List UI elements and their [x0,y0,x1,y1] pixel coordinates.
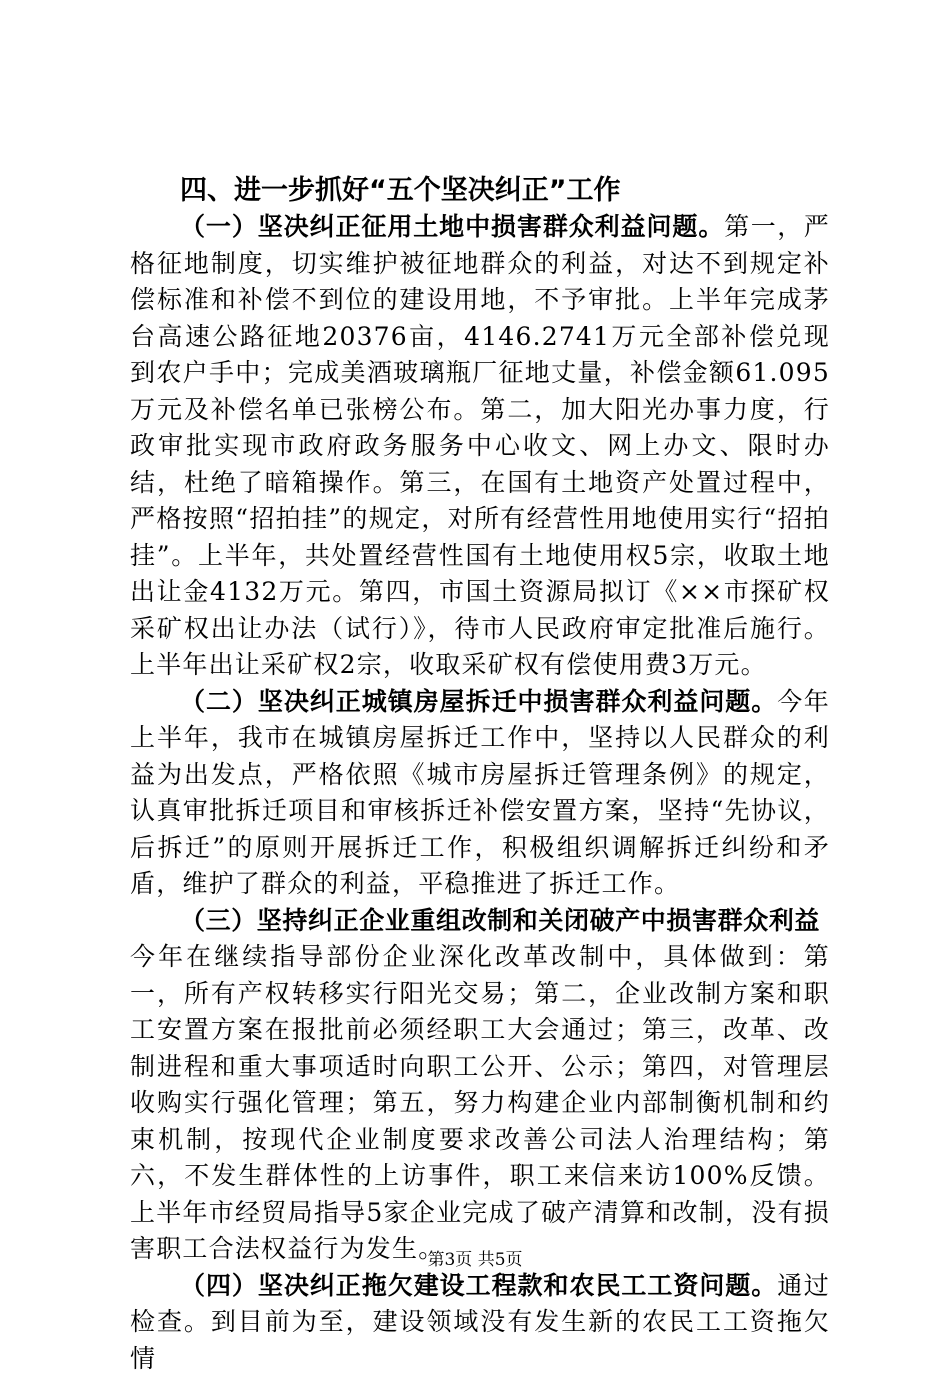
paragraph-body: 通过检查。到目前为至，建设领域没有发生新的农民工工资拖欠情 [130,1271,830,1373]
paragraph-body: 今年上半年，我市在城镇房屋拆迁工作中，坚持以人民群众的利益为出发点，严格依照《城市房屋拆迁管理条例》的规定，认真审批拆迁项目和审核拆迁补偿安置方案，坚持“先协议，后拆迁”的原则开展拆迁工作，积极组织调解拆迁纠纷和矛盾，维护了群众的利益，平稳推进了拆迁工作。 [130,687,830,899]
page-number-label: 第3页 共5页 [427,1250,522,1270]
paragraph-lead: （二）坚决纠正城镇房屋拆迁中损害群众利益问题。 [180,687,777,716]
paragraph-lead: （一）坚决纠正征用土地中损害群众利益问题。 [180,212,724,241]
document-body [130,172,830,1377]
paragraph-wage-arrears [130,1268,830,1377]
paragraph-land-acquisition [130,209,830,684]
section-heading: 四、进一步抓好“五个坚决纠正”工作 [130,172,830,209]
paragraph-housing-demolition [130,684,830,903]
paragraph-enterprise-restructuring [130,903,830,1268]
paragraph-body: 第一，严格征地制度，切实维护被征地群众的利益，对达不到规定补偿标准和补偿不到位的建设用地，不予审批。上半年完成茅台高速公路征地20376亩，4146.2741万元全部补偿兑现到农户手中；完成美酒玻璃瓶厂征地丈量，补偿金额61.095万元及补偿名单已张榜公布。第二，加大阳光办事力度，行政审批实现市政府政务服务中心收文、网上办文、限时办结，杜绝了暗箱操作。第三，在国有土地资产处置过程中，严格按照“招拍挂”的规定，对所有经营性用地使用实行“招拍挂”。上半年，共处置经营性国有土地使用权5宗，收取土地出让金4132万元。第四，市国土资源局拟订《××市探矿权采矿权出让办法（试行）》，待市人民政府审定批准后施行。上半年出让采矿权2宗，收取采矿权有偿使用费3万元。 [130,212,830,679]
paragraph-body: 今年在继续指导部份企业深化改革改制中，具体做到：第一，所有产权转移实行阳光交易；第二，企业改制方案和职工安置方案在报批前必须经职工大会通过；第三，改革、改制进程和重大事项适时向职工公开、公示；第四，对管理层收购实行强化管理；第五，努力构建企业内部制衡机制和约束机制，按现代企业制度要求改善公司法人治理结构；第六，不发生群体性的上访事件，职工来信来访100%反馈。上半年市经贸局指导5家企业完成了破产清算和改制，没有损害职工合法权益行为发生。 [130,939,830,1268]
paragraph-lead: （三）坚持纠正企业重组改制和关闭破产中损害群众利益 [180,906,820,935]
page-footer [0,1245,950,1270]
paragraph-lead: （四）坚决纠正拖欠建设工程款和农民工工资问题。 [180,1271,777,1300]
